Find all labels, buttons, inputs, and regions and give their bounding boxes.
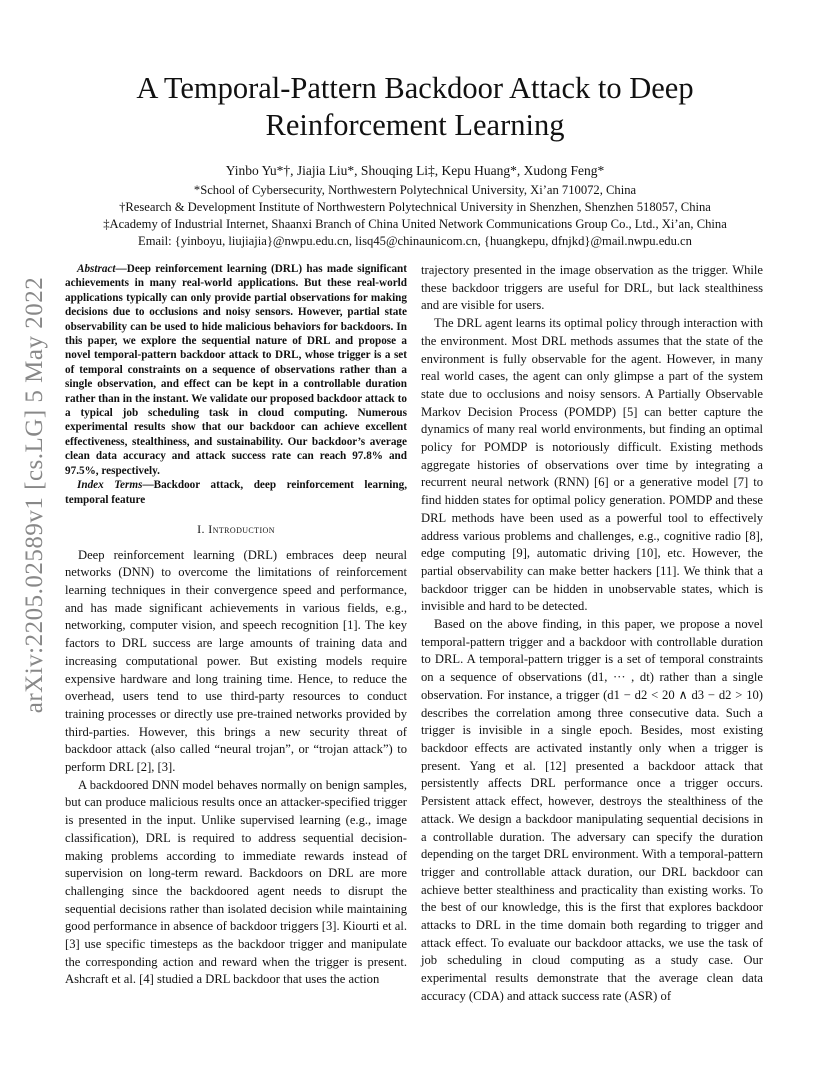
affiliation-2: †Research & Development Institute of Northwestern Polytechnical University in Shenzhen, Shenzhen 518057, China (119, 200, 711, 214)
arxiv-identifier: arXiv:2205.02589v1 [cs.LG] 5 May 2022 (21, 276, 48, 714)
right-column (421, 262, 763, 1006)
abstract-text: —Deep reinforcement learning (DRL) has made significant achievements in many real-world applications. But these real-world applications typically can only provide partial observations for making decisions due to occlusions and noisy sensors. However, partial state observability can be used to hide malicious behaviors for backdoors. In this paper, we explore the sequential nature of DRL and propose a novel temporal-pattern backdoor attack to DRL, whose trigger is a set of temporal constraints on a sequence of observations rather than a single observation, and effect can be kept in a controllable duration rather than in the instant. We validate our proposed backdoor attack to a typical job scheduling task in cloud computing. Numerous experimental results show that our backdoor can achieve excellent effectiveness, stealthiness, and sustainability. Our backdoor’s average clean data accuracy and attack success rate can reach 97.8% and 97.5%, respectively. (65, 263, 407, 477)
author-list: Yinbo Yu*†, Jiajia Liu*, Shouqing Li‡, Kepu Huang*, Xudong Feng* (225, 163, 605, 178)
affiliation-3: ‡Academy of Industrial Internet, Shaanxi Branch of China United Network Communications Group Co., Ltd., Xi’an, China (103, 217, 727, 231)
abstract (65, 262, 407, 478)
left-column (65, 262, 407, 989)
abstract-label: Abstract (77, 263, 116, 275)
index-terms-text: —Backdoor attack, deep reinforcement learning, temporal feature (65, 479, 407, 506)
body-paragraph: Deep reinforcement learning (DRL) embraces deep neural networks (DNN) to overcome the limitations of reinforcement learning techniques in their convergence speed and performance, and has made significant achievements in various fields, e.g., networking, computer vision, and speech recognition [1]. The key factors to DRL success are large amounts of training data and increasing computational power. But existing models require expensive hardware and long training time. Hence, to reduce the overhead, users tend to use third-party resources to conduct training processes or directly use pre-trained networks provided by third-parties. However, this brings a new security threat of backdoor attack (also called “neural trojan”, or “trojan attack”) to perform DRL [2], [3]. (65, 547, 407, 775)
paper-title: A Temporal-Pattern Backdoor Attack to Deep Reinforcement Learning (136, 71, 694, 142)
section-heading-introduction: I. Introduction (197, 521, 275, 536)
index-terms (65, 478, 407, 507)
arxiv-sidebar-stamp (18, 276, 52, 714)
affiliation-1: *School of Cybersecurity, Northwestern Polytechnical University, Xi’an 710072, China (193, 183, 637, 197)
author-emails: Email: {yinboyu, liujiajia}@nwpu.edu.cn, lisq45@chinaunicom.cn, {huangkepu, dfnjkd}@mail.nwpu.edu.cn (138, 234, 692, 248)
body-paragraph: trajectory presented in the image observation as the trigger. While these backdoor triggers are useful for DRL, but lack stealthiness and are visible for users. (421, 263, 763, 313)
body-paragraph: The DRL agent learns its optimal policy through interaction with the environment. Most DRL methods assumes that the state of the environment is fully observable for the agent. However, in many real world cases, the agent can only glimpse a part of the system state due to occlusions and noisy sensors. A Partially Observable Markov Decision Process (POMDP) [5] can better capture the dynamics of many real world environments, but finding an optimal policy for POMDP is notoriously difficult. Existing methods aggregate histories of observations over time by integrating a recurrent neural network (RNN) [6] or a generative model [7] to find hidden states for optimal policy generation. POMDP and these DRL methods have been used as a powerful tool to effectively address various problems and challenges, e.g., cognitive radio [8], edge computing [9], automatic driving [10], etc. However, the partial observability can make better hackers [11]. We think that a backdoor trigger can be hidden in unobservable states, which is invisible and hard to be detected. (421, 316, 763, 614)
index-terms-label: Index Terms (77, 479, 143, 492)
body-paragraph: A backdoored DNN model behaves normally on benign samples, but can produce malicious results once an attacker-specified trigger is presented in the input. Unlike supervised learning (e.g., image classification), DRL is required to address sequential decision-making problems according to immediate rewards instead of supervision on long-term reward. Backdoors on DRL are more challenging since the backdoored agent needs to disrupt the sequential decisions rather than isolated decision while maintaining good performance in absence of backdoor triggers [3]. Kiourti et al. [3] use specific timesteps as the backdoor trigger and manipulate the corresponding action and reward when the trigger is present. Ashcraft et al. [4] studied a DRL backdoor that uses the action (65, 777, 407, 987)
body-paragraph: Based on the above finding, in this paper, we propose a novel temporal-pattern trigger and a backdoor with controllable duration to DRL. A temporal-pattern trigger is a set of temporal constraints on a sequence of observations (d1, ··· , dt) rather than a single observation. For instance, a trigger (d1 − d2 < 20 ∧ d3 − d2 > 10) describes the correlation among three consecutive data. Such a trigger is invisible in a single epoch. Besides, most existing backdoor effects are activated instantly only when a trigger is present. Yang et al. [12] presented a backdoor attack that persistently affects DRL performance once a trigger occurs. Persistent attack effect, however, destroys the stealthiness of the attack. We design a backdoor manipulating sequential decisions in a controllable duration. The adversary can specify the duration depending on the target DRL environment. With a temporal-pattern trigger and controllable attack duration, our DRL backdoor can achieve better stealthiness and practicality than existing works. To the best of our knowledge, this is the first that explores backdoor attacks to DRL in the time domain both regarding to trigger and attack effect. To evaluate our backdoor attacks, we use the task of job scheduling in cloud computing as a study case. Our experimental results demonstrate that the average clean data accuracy (CDA) and attack success rate (ASR) of (421, 617, 763, 1003)
